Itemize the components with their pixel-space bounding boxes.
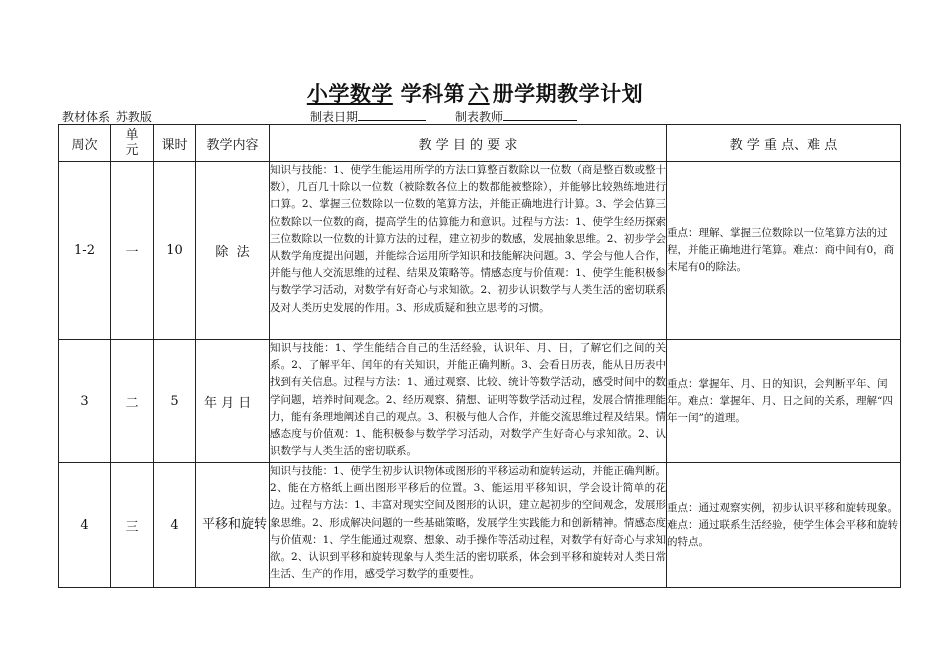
header-week: 周次 — [59, 125, 111, 162]
row-keypoints: 重点：掌握年、月、日的知识，会判断平年、闰年。难点：掌握年、月、日之间的关系，理解“四年一闰”的道理。 — [667, 340, 901, 463]
textbook-value: 苏教版 — [114, 110, 204, 125]
row-content: 年 月 日 — [196, 340, 270, 463]
header-keypoints: 教 学 重 点、难 点 — [667, 125, 901, 162]
row-unit: 二 — [111, 340, 154, 463]
row-hours: 10 — [154, 162, 196, 340]
row-hours: 4 — [154, 463, 196, 588]
document-title — [0, 78, 950, 108]
date-label: 制表日期 — [310, 110, 359, 124]
row-goals: 知识与技能：1、使学生能运用所学的方法口算整百数除以一位数（商是整百数或整十数），几百几十除以一位数（被除数各位上的数都能被整除），并能够比较熟练地进行口算。2、掌握三位数除以一位数的笔算方法，并能正确地进行计算。3、学会估算三位数除以一位数的商，提高学生的估算能力和意识。过程与方法：1、使学生经历探索三位数除以一位数的计算方法的过程，建立初步的数感，发展抽象思维。2、初步学会从数学角度提出问题，并能综合运用所学知识和技能解决问题。3、学会与他人合作，并能与他人交流思维的过程、结果及策略等。情感态度与价值观：1、使学生能积极参与数学学习活动，对数学有好奇心与求知欲。2、初步认识数学与人类生活的密切联系及对人类历史发展的作用。3、形成质疑和独立思考的习惯。 — [270, 162, 667, 340]
row-unit: 三 — [111, 463, 154, 588]
row-keypoints: 重点：通过观察实例，初步认识平移和旋转现象。难点：通过联系生活经验，使学生体会平移和旋转的特点。 — [667, 463, 901, 588]
teacher-label: 制表教师 — [455, 110, 504, 124]
header-goals: 教 学 目 的 要 求 — [270, 125, 667, 162]
header-unit — [111, 125, 154, 162]
table-row — [59, 463, 901, 588]
teacher-value — [503, 120, 577, 121]
row-week: 1-2 — [59, 162, 111, 340]
row-goals: 知识与技能：1、学生能结合自己的生活经验，认识年、月、日，了解它们之间的关系。2、了解平年、闰年的有关知识，并能正确判断。3、会看日历表，能从日历表中找到有关信息。过程与方法：1、通过观察、比较、统计等数学活动，感受时间中的数学问题，培养时间观念。2、经历观察、猜想、证明等数学活动过程，发展合情推理能力，能有条理地阐述自己的观点。3、积极与他人合作，并能交流思维过程及结果。情感态度与价值观：1、能积极参与数学学习活动，对数学产生好奇心与求知欲。2、认识数学与人类生活的密切联系。 — [270, 340, 667, 463]
title-prefix: 小学数学 — [306, 81, 393, 106]
header-unit-line2: 元 — [125, 143, 139, 158]
row-content: 除 法 — [196, 162, 270, 340]
row-goals: 知识与技能：1、使学生初步认识物体或图形的平移运动和旋转运动，并能正确判断。2、能在方格纸上画出图形平移后的位置。3、能运用平移知识，学会设计简单的花边。过程与方法：1、丰富对现实空间及图形的认识，建立起初步的空间观念，发展形象思维。2、形成解决问题的一些基础策略，发展学生实践能力和创新精神。情感态度与价值观：1、学生能通过观察、想象、动手操作等活动过程，对数学有好奇心与求知欲。2、认识到平移和旋转现象与人类生活的密切联系，体会到平移和旋转对人类日常生活、生产的作用，感受学习数学的重要性。 — [270, 463, 667, 588]
header-unit-line1: 单 — [125, 128, 139, 143]
teaching-plan-table — [58, 124, 901, 588]
title-suffix: 册学期教学计划 — [492, 81, 644, 106]
row-week: 4 — [59, 463, 111, 588]
header-row — [59, 125, 901, 162]
textbook-label: 教材体系 — [62, 110, 111, 124]
table-row — [59, 162, 901, 340]
table-row — [59, 340, 901, 463]
header-hours: 课时 — [154, 125, 196, 162]
row-keypoints: 重点：理解、掌握三位数除以一位笔算方法的过程，并能正确地进行笔算。难点：商中间有0，商末尾有0的除法。 — [667, 162, 901, 340]
header-content: 教学内容 — [196, 125, 270, 162]
row-week: 3 — [59, 340, 111, 463]
title-grade: 六 — [468, 81, 490, 106]
row-unit: 一 — [111, 162, 154, 340]
date-value — [358, 120, 426, 121]
row-hours: 5 — [154, 340, 196, 463]
title-subject: 学科第 — [400, 81, 466, 106]
row-content: 平移和旋转 — [196, 463, 270, 588]
